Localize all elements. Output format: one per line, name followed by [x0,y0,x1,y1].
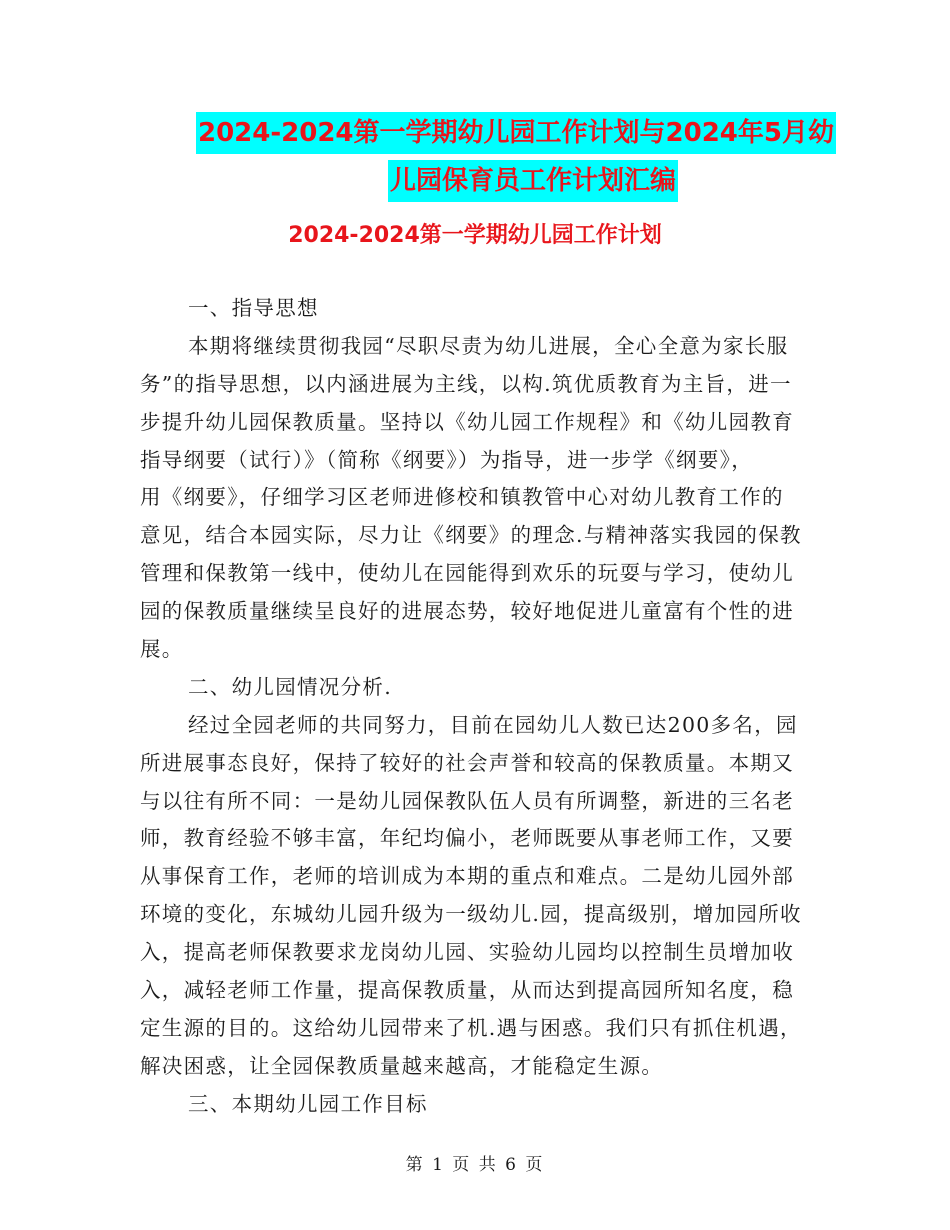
paragraph-line: 展。 [140,637,184,662]
paragraph-line: 意见，结合本园实际，尽力让《纲要》的理念.与精神落实我园的保教 [140,523,802,548]
title-line-1: 2024-2024第一学期幼儿园工作计划与2024年5月幼 [196,112,836,154]
heading-guiding-thought: 一、指导思想 [188,296,319,320]
paragraph-line: 师，教育经验不够丰富，年纪均偏小，老师既要从事老师工作，又要 [140,826,794,851]
paragraph-line: 务”的指导思想，以内涵进展为主线，以构.筑优质教育为主旨，进一 [140,371,792,396]
paragraph-line: 管理和保教第一线中，使幼儿在园能得到欢乐的玩耍与学习，使幼儿 [140,561,794,586]
body-text [140,290,804,1124]
paragraph-line: 从事保育工作，老师的培训成为本期的重点和难点。二是幼儿园外部 [140,864,794,889]
paragraph-line: 用《纲要》，仔细学习区老师进修校和镇教管中心对幼儿教育工作的 [140,485,784,510]
paragraph-line: 所进展事态良好，保持了较好的社会声誉和较高的保教质量。本期又 [140,750,794,775]
paragraph-line: 经过全园老师的共同努力，目前在园幼儿人数已达200多名，园 [188,712,798,737]
paragraph-line: 步提升幼儿园保教质量。坚持以《幼儿园工作规程》和《幼儿园教育 [140,409,794,434]
paragraph-line: 指导纲要（试行）》（简称《纲要》）为指导，进一步学《纲要》， [140,447,753,472]
paragraph-line: 本期将继续贯彻我园“尽职尽责为幼儿进展，全心全意为家长服 [188,333,789,358]
heading-situation-analysis: 二、幼儿园情况分析. [188,674,393,699]
paragraph-line: 园的保教质量继续呈良好的进展态势，较好地促进儿童富有个性的进 [140,599,794,624]
heading-work-goals: 三、本期幼儿园工作目标 [188,1091,428,1116]
paragraph-line: 入，提高老师保教要求龙岗幼儿园、实验幼儿园均以控制生员增加收 [140,940,794,965]
page-footer: 第 1 页 共 6 页 [405,1155,545,1175]
paragraph-line: 环境的变化，东城幼儿园升级为一级幼儿.园，提高级别，增加园所收 [140,902,802,927]
title-line-2: 儿园保育员工作计划汇编 [388,160,678,202]
paragraph-line: 与以往有所不同：一是幼儿园保教队伍人员有所调整，新进的三名老 [140,788,794,813]
paragraph-line: 定生源的目的。这给幼儿园带来了机.遇与困惑。我们只有抓住机遇， [140,1015,802,1040]
section-title: 2024-2024第一学期幼儿园工作计划 [288,223,662,248]
paragraph-line: 解决困惑，让全园保教质量越来越高，才能稳定生源。 [140,1053,664,1078]
paragraph-line: 入，减轻老师工作量，提高保教质量，从而达到提高园所知名度，稳 [140,978,794,1003]
